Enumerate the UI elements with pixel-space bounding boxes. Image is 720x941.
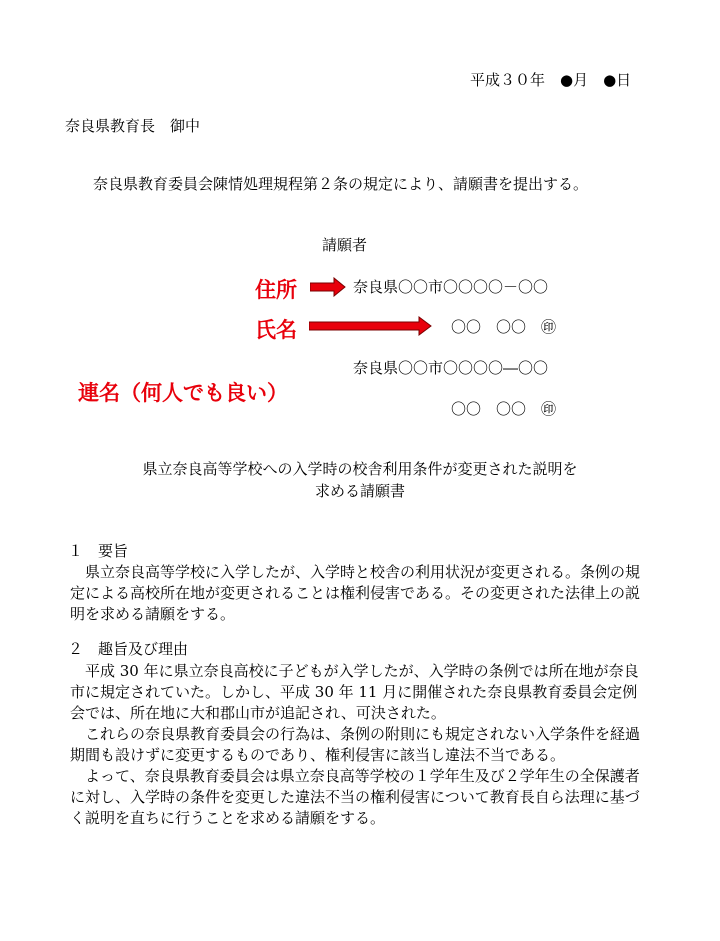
intro-text: 奈良県教育委員会陳情処理規程第２条の規定により、請願書を提出する。	[93, 175, 589, 193]
address-arrow-icon	[310, 277, 346, 297]
section-1-heading: １ 要旨	[68, 542, 129, 560]
joint-signers-annotation: 連名（何人でも良い）	[78, 381, 288, 405]
section-2-paragraph-1: 平成 30 年に県立奈良高校に子どもが入学したが、入学時の条例では所在地が奈良市に規定されていた。しかし、平成 30 年 11 月に開催された奈良県教育委員会定例会では、所在地に大和郡山市が追記され、可決された。	[70, 662, 639, 722]
name-arrow-icon	[309, 316, 433, 336]
petitioner-1-name: 〇〇 〇〇 ㊞	[451, 318, 557, 336]
address-annotation: 住所	[255, 278, 297, 302]
petitioner-2-address: 奈良県〇〇市〇〇〇〇―〇〇	[353, 359, 549, 377]
section-2-body	[70, 661, 650, 829]
section-1-body	[70, 562, 650, 625]
section-2-paragraph-3: よって、奈良県教育委員会は県立奈良高等学校の１学年生及び２学年生の全保護者に対し、入学時の条件を変更した違法不当の権利侵害について教育長自ら法理に基づく説明を直ちに行うことを求める請願をする。	[70, 767, 640, 827]
petitioner-1-address: 奈良県〇〇市〇〇〇〇－〇〇	[353, 278, 549, 296]
addressee: 奈良県教育長 御中	[65, 117, 201, 135]
petitioner-2-name: 〇〇 〇〇 ㊞	[451, 400, 557, 418]
petitioner-label: 請願者	[322, 236, 368, 254]
document-title	[60, 458, 660, 502]
name-annotation: 氏名	[255, 318, 297, 342]
section-2-paragraph-2: これらの奈良県教育委員会の行為は、条例の附則にも規定されない入学条件を経過期間も設けずに変更するものであり、権利侵害に該当し違法不当である。	[70, 725, 641, 764]
section-1-paragraph: 県立奈良高等学校に入学したが、入学時と校舎の利用状況が変更される。条例の規定による高校所在地が変更されることは権利侵害である。その変更された法律上の説明を求める請願をする。	[70, 563, 641, 623]
title-line-2: 求める請願書	[314, 482, 405, 500]
section-2-heading: ２ 趣旨及び理由	[68, 640, 189, 658]
date: 平成３０年 ●月 ●日	[470, 71, 632, 89]
title-line-1: 県立奈良高等学校への入学時の校舎利用条件が変更された説明を	[142, 460, 578, 478]
